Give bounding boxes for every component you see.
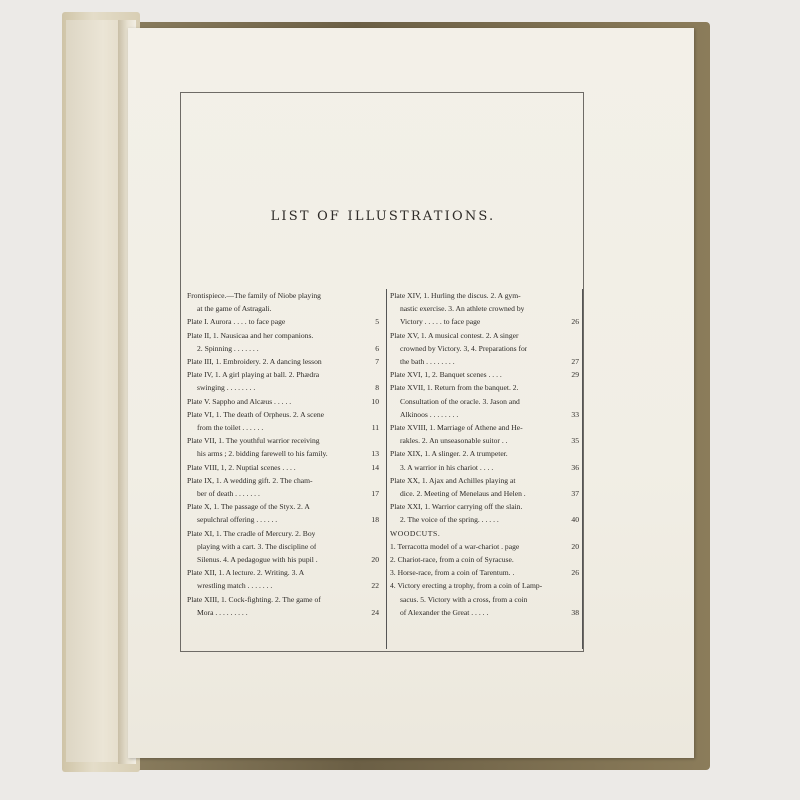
toc-entry-page [369,408,383,421]
toc-entry [390,527,583,540]
toc-entry [390,474,583,487]
toc-entry-page [369,434,383,447]
toc-entry-text: Plate I. Aurora . . . . to face page [187,317,286,327]
left-column [187,289,383,649]
toc-entry [390,447,583,460]
toc-entry-text: 2. The voice of the spring. . . . . . [400,515,499,525]
toc-entry [187,368,383,381]
toc-entry-page: 22 [371,581,379,591]
toc-entry-text: the bath . . . . . . . . [400,357,455,367]
toc-entry [187,395,383,408]
toc-entry-text: Plate IX, 1. A wedding gift. 2. The cham- [187,475,313,485]
toc-entry-page: 24 [371,607,379,617]
toc-entry-page [369,540,383,553]
toc-entry [187,342,383,355]
toc-entry-page: 7 [375,357,379,367]
page-frame [180,92,584,652]
toc-entry [390,606,583,619]
toc-entry-text: sacus. 5. Victory with a cross, from a coin [400,594,528,604]
toc-entry [390,368,583,381]
toc-entry [187,474,383,487]
toc-entry-page: 36 [571,462,579,472]
toc-entry-page [369,500,383,513]
toc-entry-text: Plate XVI, 1, 2. Banquet scenes . . . . [390,370,502,380]
toc-entry [390,513,583,526]
toc-entry-text: Plate XIII, 1. Cock-fighting. 2. The game of [187,594,321,604]
toc-entry-text: Plate XII, 1. A lecture. 2. Writing. 3. A [187,568,305,578]
toc-entry-page: 20 [371,555,379,565]
toc-entry [187,606,383,619]
toc-entry-page [569,289,583,302]
toc-entry-page [369,329,383,342]
toc-entry-text: ber of death . . . . . . . [197,489,260,499]
toc-entry-page: 11 [371,423,379,433]
toc-entry-text: 3. A warrior in his chariot . . . . [400,462,494,472]
toc-entry [187,329,383,342]
toc-entry-text: Plate XV, 1. A musical contest. 2. A singer [390,330,519,340]
toc-entry-page [569,500,583,513]
toc-entry-text: Alkinoos . . . . . . . . [400,409,459,419]
toc-entry-page: 33 [571,409,579,419]
toc-entry-text: Mora . . . . . . . . . [197,607,248,617]
toc-entry [187,302,383,315]
toc-entry-page: 26 [571,568,579,578]
toc-entry-text: dice. 2. Meeting of Menelaus and Helen . [400,489,526,499]
page-title: LIST OF ILLUSTRATIONS. [270,209,496,224]
toc-entry [187,355,383,368]
toc-entry-text: Plate XI, 1. The cradle of Mercury. 2. Boy [187,528,316,538]
toc-entry-text: Plate II, 1. Nausicaa and her companions. [187,330,314,340]
toc-entry [390,315,583,328]
toc-entry-page [369,566,383,579]
toc-entry-page: 38 [571,607,579,617]
toc-entry [187,579,383,592]
toc-entry-page: 40 [571,515,579,525]
toc-entry [187,513,383,526]
toc-entry-page: 26 [571,317,579,327]
toc-entry-text: Plate X, 1. The passage of the Styx. 2. A [187,502,310,512]
toc-entry [187,381,383,394]
toc-entry-page: 8 [375,383,379,393]
toc-entry [390,395,583,408]
toc-entry-text: Plate XVIII, 1. Marriage of Athene and He- [390,423,523,433]
toc-entry [187,421,383,434]
toc-entry-page [569,395,583,408]
toc-entry-text: Plate III, 1. Embroidery. 2. A dancing lesson [187,357,322,367]
toc-entry [187,553,383,566]
toc-entry [187,540,383,553]
toc-entry-text: 2. Spinning . . . . . . . [197,343,259,353]
toc-entry-text: 1. Terracotta model of a war-chariot . page [390,541,520,551]
book-page [128,28,694,758]
toc-entry-text: 4. Victory erecting a trophy, from a coin of Lamp- [390,581,543,591]
toc-entry [187,434,383,447]
toc-entry-page [369,302,383,315]
toc-entry-page [569,447,583,460]
toc-entry-page: 14 [371,462,379,472]
toc-entry-page: 29 [571,370,579,380]
toc-entry [390,355,583,368]
toc-entry-text: Victory . . . . . to face page [400,317,481,327]
toc-entry-text: his arms ; 2. bidding farewell to his family. [197,449,328,459]
toc-entry-text: Plate VII, 1. The youthful warrior receiving [187,436,320,446]
toc-entry-page: 10 [371,396,379,406]
toc-entry-text: WOODCUTS. [390,528,441,538]
toc-entry [390,302,583,315]
toc-entry-text: rakles. 2. An unseasonable suitor . . [400,436,508,446]
toc-entry-page [569,302,583,315]
toc-entry-text: Frontispiece.—The family of Niobe playing [187,291,321,300]
toc-entry-page: 18 [371,515,379,525]
toc-entry-page: 37 [571,489,579,499]
toc-entry-text: swinging . . . . . . . . [197,383,256,393]
illustrations-list [187,289,583,649]
toc-entry-text: wrestling match . . . . . . . [197,581,273,591]
toc-entry-page: 5 [375,317,379,327]
toc-entry-text: Silenus. 4. A pedagogue with his pupil . [197,555,318,565]
toc-entry-page [569,474,583,487]
toc-entry-text: sepulchral offering . . . . . . [197,515,278,525]
toc-entry-page: 17 [371,489,379,499]
toc-entry-text: Plate XVII, 1. Return from the banquet. 2. [390,383,519,393]
toc-entry [390,329,583,342]
toc-entry-text: from the toilet . . . . . . [197,423,264,433]
toc-entry-text: Plate IV, 1. A girl playing at ball. 2. Phædra [187,370,320,380]
toc-entry-page [569,381,583,394]
toc-entry [390,342,583,355]
toc-entry-page: 13 [371,449,379,459]
toc-entry-text: Consultation of the oracle. 3. Jason and [400,396,520,406]
toc-entry-text: of Alexander the Great . . . . . [400,607,489,617]
toc-entry-page [569,342,583,355]
toc-entry [187,447,383,460]
toc-entry-text: Plate XIV, 1. Hurling the discus. 2. A gym- [390,291,521,300]
toc-entry [390,289,583,302]
toc-entry-page [569,553,583,566]
toc-entry [390,500,583,513]
toc-entry-text: Plate XIX, 1. A slinger. 2. A trumpeter. [390,449,508,459]
toc-entry [390,434,583,447]
toc-entry [390,421,583,434]
toc-entry-text: crowned by Victory. 3, 4. Preparations for [400,343,528,353]
toc-entry-text: Plate XX, 1. Ajax and Achilles playing at [390,475,516,485]
toc-entry-page [369,527,383,540]
toc-entry-text: Plate V. Sappho and Alcæus . . . . . [187,396,292,406]
toc-entry [390,540,583,553]
toc-entry [390,553,583,566]
toc-entry [390,579,583,592]
toc-entry-text: Plate VIII, 1, 2. Nuptial scenes . . . . [187,462,296,472]
toc-entry-page: 6 [375,343,379,353]
toc-entry-page [569,593,583,606]
toc-entry [390,408,583,421]
toc-entry-text: at the game of Astragali. [197,304,272,314]
toc-entry [390,461,583,474]
toc-entry-page: 35 [571,436,579,446]
toc-entry-text: 2. Chariot-race, from a coin of Syracuse. [390,555,514,565]
toc-entry-page [369,289,383,302]
toc-entry [187,408,383,421]
right-column [386,289,583,649]
toc-entry-text: 3. Horse-race, from a coin of Tarentum. . [390,568,515,578]
toc-entry-page: 20 [571,541,579,551]
toc-entry-text: Plate VI, 1. The death of Orpheus. 2. A scene [187,409,325,419]
toc-entry-page [569,329,583,342]
toc-entry [187,566,383,579]
toc-entry [187,289,383,302]
toc-entry-text: Plate XXI, 1. Warrior carrying off the slain. [390,502,523,512]
toc-entry [187,527,383,540]
toc-entry [187,593,383,606]
toc-entry [390,593,583,606]
toc-entry-page [369,368,383,381]
toc-entry [187,315,383,328]
toc-entry-page [569,421,583,434]
toc-entry-text: nastic exercise. 3. An athlete crowned by [400,304,525,314]
toc-entry [187,487,383,500]
toc-entry [187,461,383,474]
toc-entry [187,500,383,513]
toc-entry [390,566,583,579]
toc-entry-text: playing with a cart. 3. The discipline of [197,541,317,551]
toc-entry-page [369,593,383,606]
toc-entry-page [569,579,583,592]
toc-entry [390,381,583,394]
toc-entry [390,487,583,500]
toc-entry-page: 27 [571,357,579,367]
toc-entry-page [369,474,383,487]
